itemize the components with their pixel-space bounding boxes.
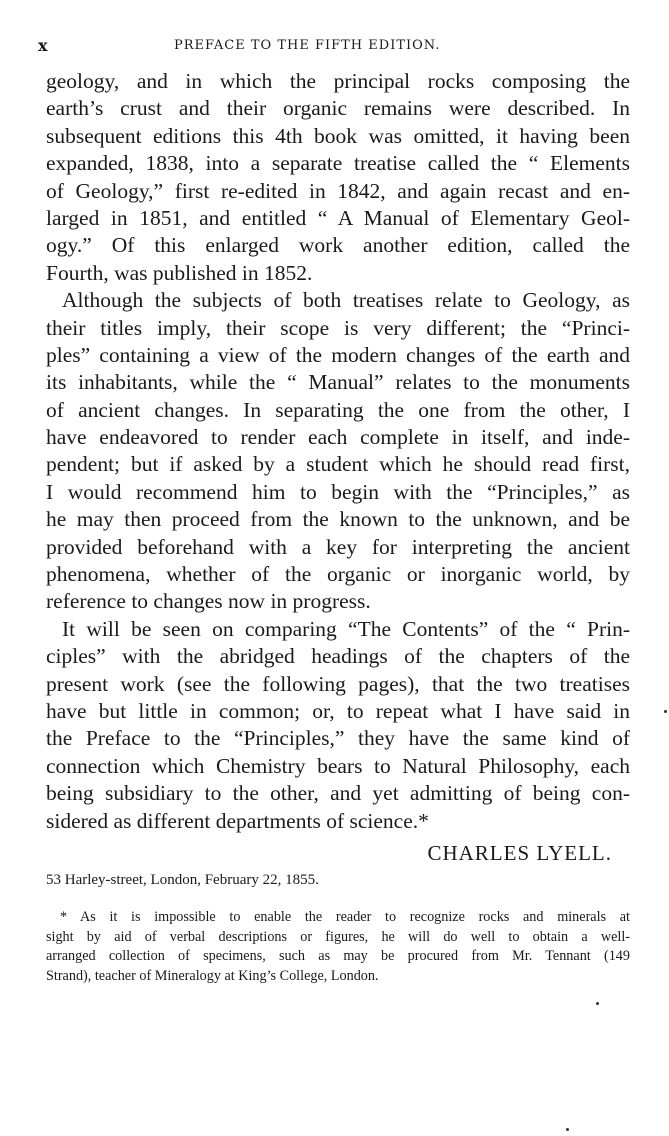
footnote-line: sight by aid of verbal descriptions or figures, he will do well to obtain a well- [46,928,630,945]
dateline: 53 Harley-street, London, February 22, 1855. [46,871,319,888]
page-header [38,36,630,60]
text-line: ples” containing a view of the modern changes of the earth and [46,342,630,367]
signature: CHARLES LYELL. [427,840,612,865]
footnote-line: arranged collection of specimens, such as may be procured from Mr. Tennant (149 [46,948,630,964]
text-line: sidered as different departments of science.* [46,808,429,833]
speck-mark [596,1002,599,1005]
text-line: larged in 1851, and entitled “ A Manual of Elementary Geol- [46,205,630,230]
text-line: phenomena, whether of the organic or inorganic world, by [46,562,630,587]
text-line: provided beforehand with a key for interpreting the ancient [46,534,630,559]
page-number: x [38,36,48,55]
text-line: their titles imply, their scope is very different; the “Princi- [46,315,630,340]
text-line: of ancient changes. In separating the one from the other, I [46,397,630,422]
body-text [46,68,630,889]
text-line: earth’s crust and their organic remains were described. In [46,96,630,121]
text-line: Fourth, was published in 1852. [46,260,313,285]
footnote-line: * As it is impossible to enable the reader to recognize rocks and minerals at [60,909,630,925]
text-line: of Geology,” first re-edited in 1842, and again recast and en- [46,178,630,203]
running-title: PREFACE TO THE FIFTH EDITION. [174,38,441,53]
text-line: pendent; but if asked by a student which he should read first, [46,452,630,477]
text-line: expanded, 1838, into a separate treatise called the “ Elements [46,151,630,176]
body-lines [46,68,630,835]
text-line: Although the subjects of both treatises relate to Geology, as [62,288,630,313]
footnote-line: Strand), teacher of Mineralogy at King’s College, London. [46,967,379,984]
text-line: present work (see the following pages), that the two treatises [46,671,630,696]
text-line: It will be seen on comparing “The Contents” of the “ Prin- [62,616,630,641]
text-line: its inhabitants, while the “ Manual” relates to the monuments [46,370,630,395]
text-line: ciples” with the abridged headings of the chapters of the [46,644,630,669]
text-line: have but little in common; or, to repeat what I have said in [46,698,630,723]
footnote [46,908,630,986]
text-line: have endeavored to render each complete in itself, and inde- [46,425,630,450]
text-line: he may then proceed from the known to the unknown, and be [46,507,630,532]
text-line: subsequent editions this 4th book was omitted, it having been [46,123,630,148]
text-line: I would recommend him to begin with the “Principles,” as [46,479,630,504]
text-line: connection which Chemistry bears to Natural Philosophy, each [46,753,630,778]
text-line: geology, and in which the principal rocks composing the [46,69,630,93]
text-line: being subsidiary to the other, and yet admitting of being con- [46,781,630,806]
speck-mark [664,710,667,713]
text-line: the Preface to the “Principles,” they have the same kind of [46,726,630,751]
text-line: reference to changes now in progress. [46,589,371,614]
speck-mark [566,1128,569,1131]
text-line: ogy.” Of this enlarged work another edition, called the [46,233,630,258]
